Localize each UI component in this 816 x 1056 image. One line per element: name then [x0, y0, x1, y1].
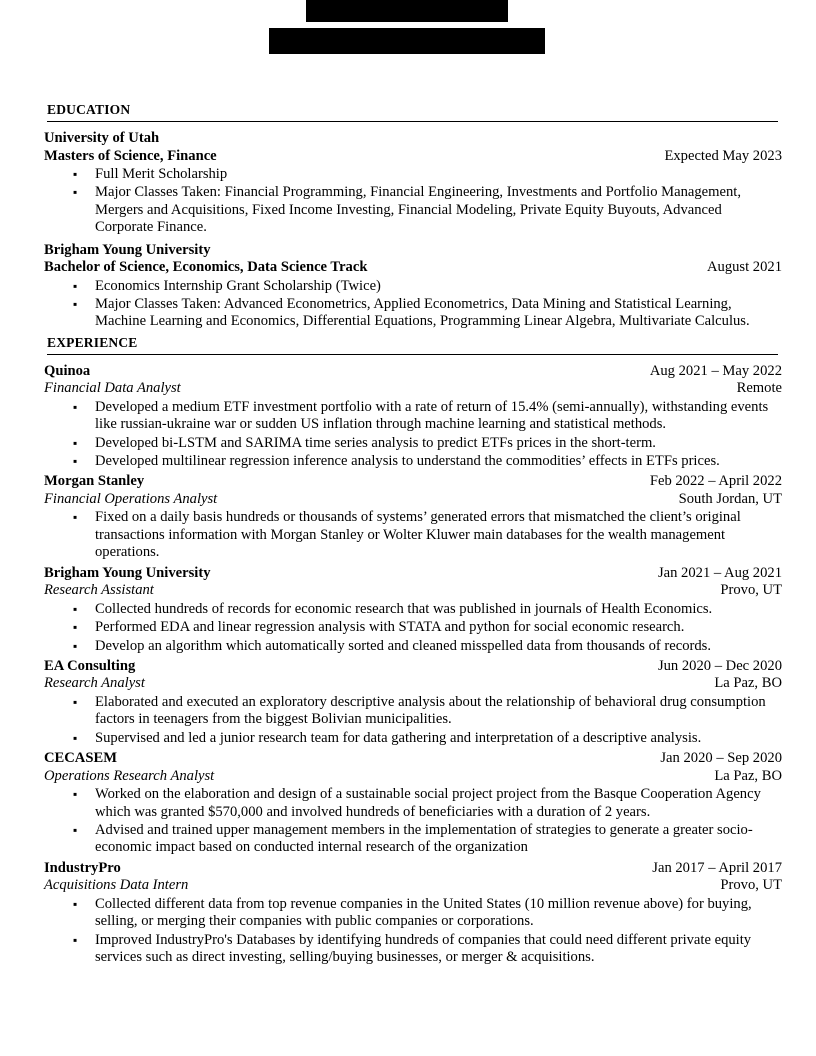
experience-job-title: Financial Data Analyst [44, 380, 181, 397]
experience-title-row [44, 768, 782, 786]
education-school-row [44, 242, 782, 260]
experience-date-range: Jan 2020 – Sep 2020 [660, 750, 782, 767]
education-date: August 2021 [707, 259, 782, 276]
experience-location: La Paz, BO [714, 767, 782, 784]
list-item: ▪ Economics Internship Grant Scholarship (Twice) [44, 278, 782, 295]
experience-bullet-list [44, 601, 782, 655]
experience-entry [44, 363, 782, 471]
experience-date-range: Jan 2021 – Aug 2021 [657, 564, 782, 581]
experience-date-range: Jun 2020 – Dec 2020 [657, 657, 782, 674]
list-item: ▪ Developed multilinear regression inference analysis to understand the commodities’ effects in ETFs prices. [44, 453, 782, 470]
experience-entry [44, 750, 782, 857]
experience-location: Remote [736, 380, 782, 397]
experience-company: IndustryPro [44, 859, 121, 876]
experience-section-rule [47, 354, 778, 355]
list-item: ▪ Fixed on a daily basis hundreds or thousands of systems’ generated errors that mismatched the client’s original transactions information with Morgan Stanley or Wolter Kluwer main databases for the wealth management operations. [44, 509, 782, 561]
experience-date-range: Jan 2017 – April 2017 [652, 859, 782, 876]
experience-location: Provo, UT [720, 582, 782, 599]
experience-company: Brigham Young University [44, 564, 211, 581]
experience-entry [44, 658, 782, 747]
experience-entry [44, 473, 782, 561]
education-entry [44, 130, 782, 237]
experience-bullet-list [44, 509, 782, 561]
experience-bullet-list [44, 399, 782, 471]
experience-company-row [44, 473, 782, 491]
list-item: ▪ Major Classes Taken: Advanced Econometrics, Applied Econometrics, Data Mining and Statistical Learning, Machine Learning and Economics, Differential Equations, Programming Linear Algebra, Multivariate Calculus. [44, 296, 782, 331]
experience-bullet-list [44, 694, 782, 747]
education-bullet-list [44, 166, 782, 237]
experience-section [44, 335, 782, 967]
experience-company: Quinoa [44, 362, 91, 379]
education-degree: Bachelor of Science, Economics, Data Science Track [44, 259, 368, 276]
experience-company-row [44, 860, 782, 878]
experience-company-row [44, 363, 782, 381]
education-degree-row [44, 148, 782, 166]
contact-redaction-bar [269, 28, 545, 54]
experience-location: Provo, UT [720, 877, 782, 894]
list-item: ▪ Major Classes Taken: Financial Programming, Financial Engineering, Investments and Portfolio Management, Mergers and Acquisitions, Fixed Income Investing, Financial Modeling, Private Equity Buyouts, Advanced Corporate Finance. [44, 184, 782, 236]
education-section-title: EDUCATION [47, 102, 131, 117]
experience-job-title: Financial Operations Analyst [44, 490, 218, 507]
list-item: ▪ Developed a medium ETF investment portfolio with a rate of return of 15.4% (semi-annually), withstanding events like russian-ukraine war or sudden US inflation through machine learning and statistical methods. [44, 399, 782, 434]
experience-title-row [44, 877, 782, 895]
experience-bullet-list [44, 786, 782, 857]
experience-company-row [44, 658, 782, 676]
experience-job-title: Acquisitions Data Intern [44, 877, 189, 894]
experience-location: La Paz, BO [714, 675, 782, 692]
experience-bullet-list [44, 896, 782, 967]
experience-section-title: EXPERIENCE [47, 334, 138, 350]
education-school-name: University of Utah [44, 130, 160, 146]
experience-location: South Jordan, UT [678, 490, 782, 507]
experience-job-title: Research Assistant [44, 582, 154, 599]
experience-entry [44, 565, 782, 655]
list-item: ▪ Worked on the elaboration and design of a sustainable social project project from the Basque Cooperation Agency which was granted $570,000 and involved hundreds of beneficiaries with a duration of 2 years. [44, 786, 782, 821]
list-item: ▪ Performed EDA and linear regression analysis with STATA and python for social economic research. [44, 619, 782, 636]
list-item: ▪ Full Merit Scholarship [44, 166, 782, 183]
education-school-row [44, 130, 782, 148]
experience-company: EA Consulting [44, 657, 136, 674]
experience-title-row [44, 582, 782, 600]
education-section-rule [47, 121, 778, 122]
education-bullet-list [44, 278, 782, 331]
list-item: ▪ Elaborated and executed an exploratory descriptive analysis about the relationship of behavioral drug consumption factors in teenagers from the biggest Bolivian municipalities. [44, 694, 782, 729]
list-item: ▪ Supervised and led a junior research team for data gathering and interpretation of a descriptive analysis. [44, 730, 782, 747]
education-school-name: Brigham Young University [44, 241, 211, 258]
name-redaction-bar [306, 0, 508, 22]
experience-title-row [44, 380, 782, 398]
experience-company: CECASEM [44, 750, 117, 767]
list-item: ▪ Collected hundreds of records for economic research that was published in journals of Health Economics. [44, 601, 782, 618]
experience-entry [44, 860, 782, 967]
education-degree-row [44, 259, 782, 277]
experience-company: Morgan Stanley [44, 473, 145, 490]
experience-job-title: Research Analyst [44, 675, 145, 692]
experience-company-row [44, 750, 782, 768]
experience-company-row [44, 565, 782, 583]
education-entry [44, 242, 782, 331]
experience-date-range: Feb 2022 – April 2022 [649, 473, 782, 490]
experience-job-title: Operations Research Analyst [44, 767, 215, 784]
education-date: Expected May 2023 [664, 147, 782, 164]
list-item: ▪ Developed bi-LSTM and SARIMA time series analysis to predict ETFs prices in the short-term. [44, 435, 782, 452]
header-redaction-block [44, 0, 782, 98]
experience-date-range: Aug 2021 – May 2022 [649, 362, 782, 379]
list-item: ▪ Improved IndustryPro's Databases by identifying hundreds of companies that could need different private equity services such as direct investing, selling/buying businesses, or merger & acquisitions. [44, 932, 782, 967]
list-item: ▪ Advised and trained upper management members in the implementation of strategies to generate a greater socio-economic impact based on conducted internal research of the organization [44, 822, 782, 857]
education-section [44, 102, 782, 331]
experience-title-row [44, 491, 782, 509]
list-item: ▪ Develop an algorithm which automatically sorted and cleaned misspelled data from thousands of records. [44, 638, 782, 655]
list-item: ▪ Collected different data from top revenue companies in the United States (10 million revenue above) for buying, selling, or merging their companies with public companies or corporations. [44, 896, 782, 931]
experience-title-row [44, 675, 782, 693]
education-degree: Masters of Science, Finance [44, 147, 217, 164]
